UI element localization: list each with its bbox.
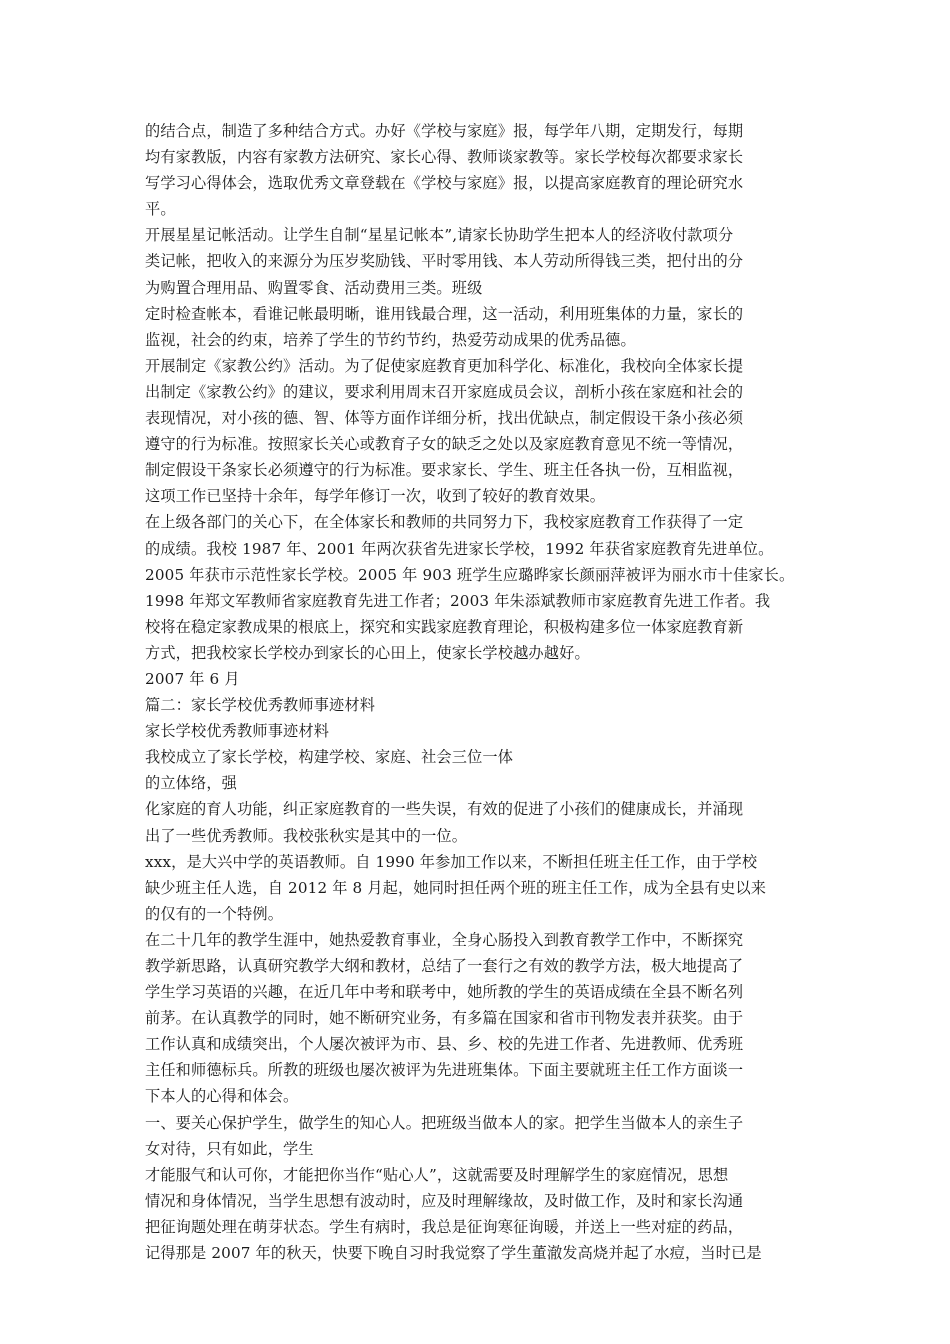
text-line: xxx，是大兴中学的英语教师。自 1990 年参加工作以来，不断担任班主任工作，由于学校	[145, 852, 758, 871]
text-line: 的仅有的一个特例。	[145, 904, 284, 923]
text-line: 把征询题处理在萌芽状态。学生有病时，我总是征询寒征询暖，并送上一些对症的药品，	[145, 1217, 744, 1236]
text-line: 主任和师德标兵。所教的班级也屡次被评为先进班集体。下面主要就班主任工作方面谈一	[145, 1061, 744, 1080]
text-line: 缺少班主任人选，自 2012 年 8 月起，她同时担任两个班的班主任工作，成为全县有史以来	[145, 878, 767, 897]
text-line: 一、要关心保护学生，做学生的知心人。把班级当做本人的家。把学生当做本人的亲生子	[145, 1113, 744, 1132]
text-line: 类记帐，把收入的来源分为压岁奖励钱、平时零用钱、本人劳动所得钱三类，把付出的分	[145, 252, 744, 271]
text-line: 在上级各部门的关心下，在全体家长和教师的共同努力下，我校家庭教育工作获得了一定	[145, 513, 744, 532]
text-line: 的立体络，强	[145, 774, 238, 793]
text-line: 学生学习英语的兴趣，在近几年中考和联考中，她所教的学生的英语成绩在全县不断名列	[145, 983, 744, 1002]
text-line: 出了一些优秀教师。我校张秋实是其中的一位。	[145, 826, 468, 845]
text-line: 前茅。在认真教学的同时，她不断研究业务，有多篇在国家和省市刊物发表并获奖。由于	[145, 1009, 744, 1028]
text-line: 女对待，只有如此，学生	[145, 1139, 314, 1158]
text-line: 写学习心得体会，选取优秀文章登载在《学校与家庭》报，以提高家庭教育的理论研究水	[145, 174, 744, 193]
text-line: 2005 年获市示范性家长学校。2005 年 903 班学生应璐晔家长颜丽萍被评为丽水市十佳家长。	[145, 565, 795, 584]
text-line: 平。	[145, 200, 176, 219]
text-line: 遵守的行为标准。按照家长关心或教育子女的缺乏之处以及家庭教育意见不统一等情况，	[145, 435, 744, 454]
text-line: 监视，社会的约束，培养了学生的节约节约，热爱劳动成果的优秀品德。	[145, 330, 636, 349]
text-line: 工作认真和成绩突出，个人屡次被评为市、县、乡、校的先进工作者、先进教师、优秀班	[145, 1035, 744, 1054]
text-line: 开展制定《家教公约》活动。为了促使家庭教育更加科学化、标准化，我校向全体家长提	[145, 356, 744, 375]
document-body	[145, 118, 815, 1266]
text-line: 校将在稳定家教成果的根底上，探究和实践家庭教育理论，积极构建多位一体家庭教育新	[145, 617, 744, 636]
text-line: 定时检查帐本，看谁记帐最明晰，谁用钱最合理，这一活动，利用班集体的力量，家长的	[145, 304, 744, 323]
text-line: 制定假设干条家长必须遵守的行为标准。要求家长、学生、班主任各执一份，互相监视，	[145, 461, 744, 480]
text-line: 记得那是 2007 年的秋天，快要下晚自习时我觉察了学生董澈发高烧并起了水痘，当时已是	[145, 1244, 762, 1263]
text-line: 1998 年郑文军教师省家庭教育先进工作者；2003 年朱添斌教师市家庭教育先进工作者。我	[145, 591, 771, 610]
text-line: 下本人的心得和体会。	[145, 1087, 299, 1106]
text-line: 的结合点，制造了多种结合方式。办好《学校与家庭》报，每学年八期，定期发行，每期	[145, 122, 744, 140]
text-line: 化家庭的育人功能，纠正家庭教育的一些失误，有效的促进了小孩们的健康成长，并涌现	[145, 800, 744, 819]
text-line: 开展星星记帐活动。让学生自制“星星记帐本”,请家长协助学生把本人的经济收付款项分	[145, 226, 734, 245]
text-line: 这项工作已坚持十余年，每学年修订一次，收到了较好的教育效果。	[145, 487, 606, 506]
text-line: 为购置合理用品、购置零食、活动费用三类。班级	[145, 278, 483, 297]
text-line: 出制定《家教公约》的建议，要求利用周末召开家庭成员会议，剖析小孩在家庭和社会的	[145, 382, 744, 401]
text-line: 在二十几年的教学生涯中，她热爱教育事业，全身心肠投入到教育教学工作中，不断探究	[145, 930, 744, 949]
text-line: 2007 年 6 月	[145, 669, 240, 688]
text-line: 的成绩。我校 1987 年、2001 年两次获省先进家长学校，1992 年获省家庭教育先进单位。	[145, 539, 774, 558]
text-line: 情况和身体情况，当学生思想有波动时，应及时理解缘故，及时做工作，及时和家长沟通	[145, 1191, 744, 1210]
text-line: 表现情况，对小孩的德、智、体等方面作详细分析，找出优缺点，制定假设干条小孩必须	[145, 409, 744, 428]
text-line: 家长学校优秀教师事迹材料	[145, 722, 330, 741]
text-line: 方式，把我校家长学校办到家长的心田上，使家长学校越办越好。	[145, 643, 590, 662]
text-line: 才能服气和认可你，才能把你当作“贴心人”，这就需要及时理解学生的家庭情况，思想	[145, 1165, 729, 1184]
text-line: 均有家教版，内容有家教方法研究、家长心得、教师谈家教等。家长学校每次都要求家长	[145, 148, 744, 167]
text-line: 教学新思路，认真研究教学大纲和教材，总结了一套行之有效的教学方法，极大地提高了	[145, 957, 744, 975]
text-line: 篇二：家长学校优秀教师事迹材料	[145, 696, 376, 715]
text-line: 我校成立了家长学校，构建学校、家庭、社会三位一体	[145, 748, 514, 767]
